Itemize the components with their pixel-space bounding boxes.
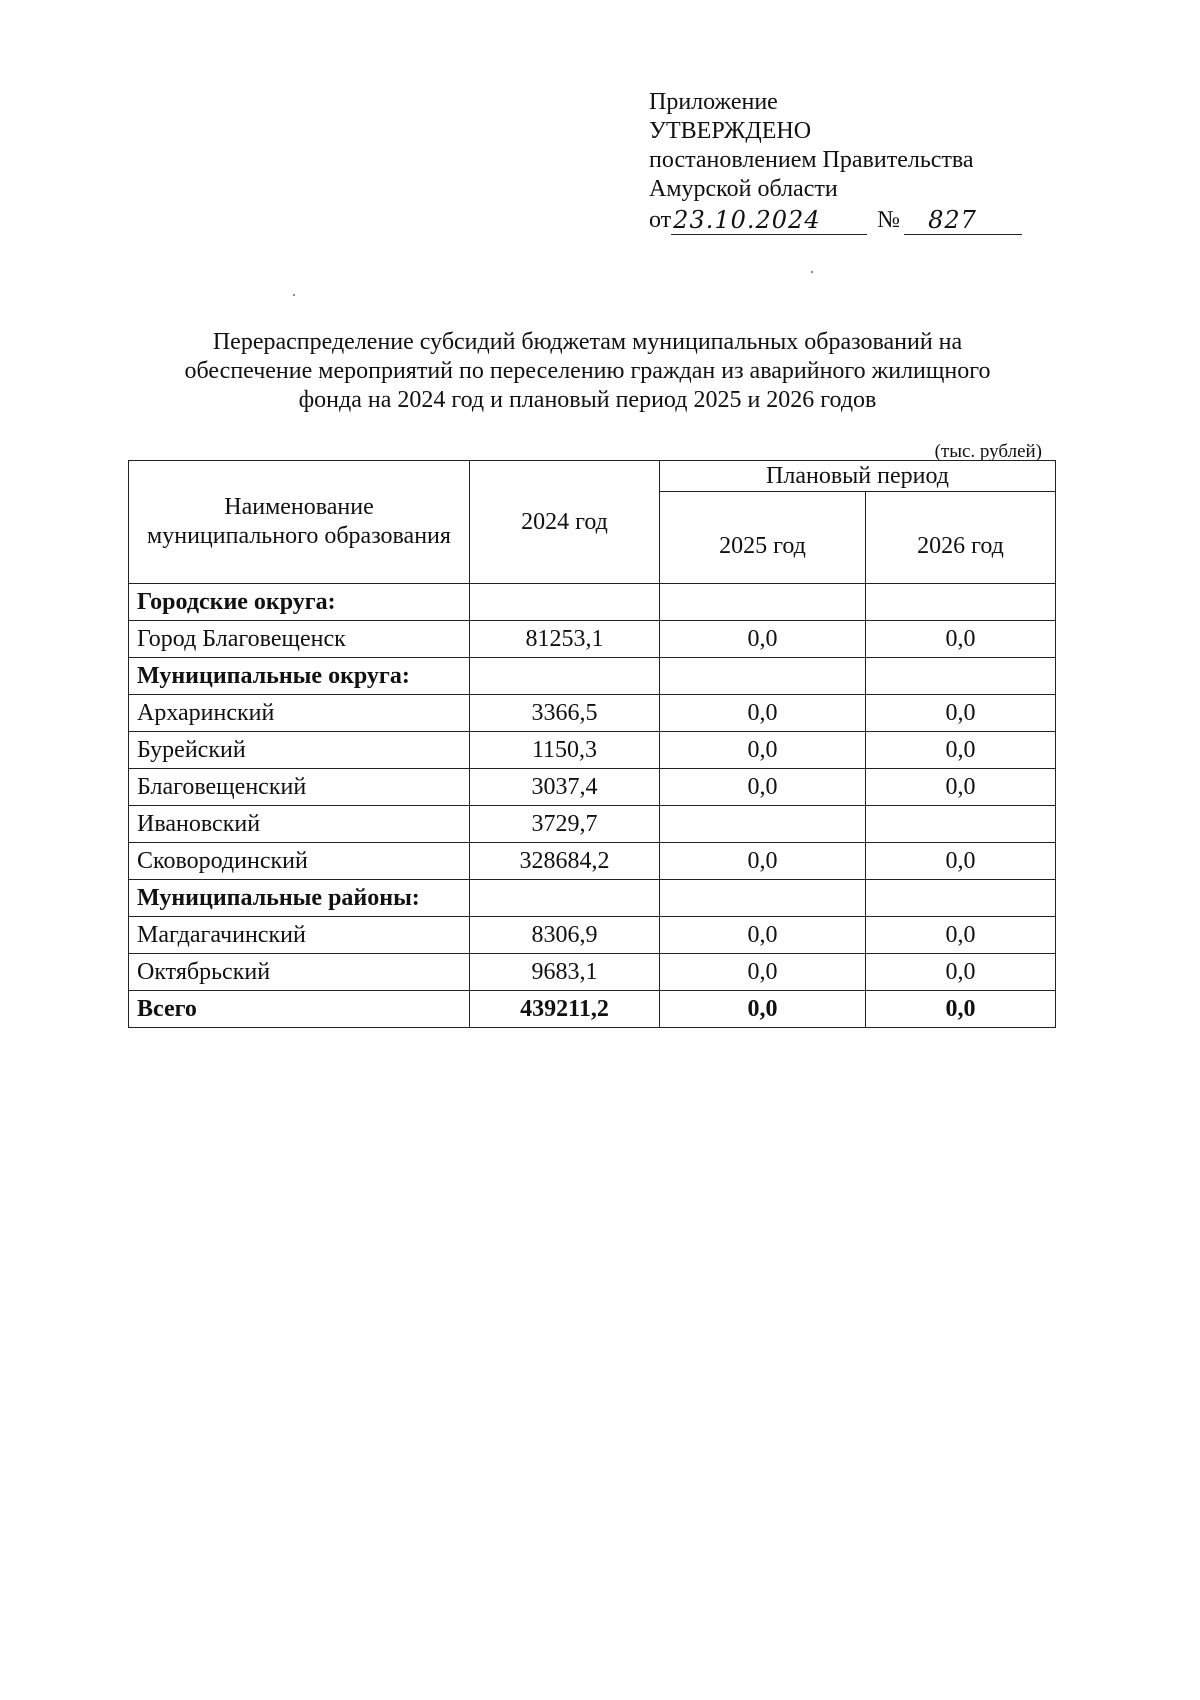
value-2024: 9683,1 xyxy=(470,954,660,991)
value-2025: 0,0 xyxy=(660,621,866,658)
value-2025: 0,0 xyxy=(660,732,866,769)
value-2026 xyxy=(866,584,1056,621)
table-row xyxy=(129,806,1056,843)
table-row xyxy=(129,769,1056,806)
approved-label: УТВЕРЖДЕНО xyxy=(649,118,812,144)
value-2025 xyxy=(660,584,866,621)
value-2026: 0,0 xyxy=(866,954,1056,991)
value-2025: 0,0 xyxy=(660,954,866,991)
total-row xyxy=(129,991,1056,1028)
handwritten-date: 23.10.2024 xyxy=(671,207,867,235)
row-name: Всего xyxy=(129,991,470,1028)
value-2024: 8306,9 xyxy=(470,917,660,954)
date-prefix: от xyxy=(649,207,672,233)
value-2024 xyxy=(470,880,660,917)
value-2025 xyxy=(660,806,866,843)
value-2024: 1150,3 xyxy=(470,732,660,769)
value-2026: 0,0 xyxy=(866,991,1056,1028)
document-title xyxy=(100,328,1075,415)
row-name: Магдагачинский xyxy=(129,917,470,954)
table-row xyxy=(129,584,1056,621)
value-2026 xyxy=(866,806,1056,843)
value-2025: 0,0 xyxy=(660,843,866,880)
unit-label: (тыс. рублей) xyxy=(934,441,1042,462)
value-2026: 0,0 xyxy=(866,621,1056,658)
number-label: № xyxy=(877,207,901,233)
table-row xyxy=(129,621,1056,658)
value-2025 xyxy=(660,658,866,695)
value-2026: 0,0 xyxy=(866,732,1056,769)
value-2026: 0,0 xyxy=(866,769,1056,806)
value-2024: 81253,1 xyxy=(470,621,660,658)
value-2024: 3037,4 xyxy=(470,769,660,806)
value-2026: 0,0 xyxy=(866,843,1056,880)
table-row xyxy=(129,695,1056,732)
row-name: Благовещенский xyxy=(129,769,470,806)
value-2024 xyxy=(470,658,660,695)
value-2026: 0,0 xyxy=(866,917,1056,954)
table-row xyxy=(129,658,1056,695)
table-row xyxy=(129,954,1056,991)
table-row xyxy=(129,917,1056,954)
row-name: Сковородинский xyxy=(129,843,470,880)
table-row xyxy=(129,843,1056,880)
value-2026 xyxy=(866,880,1056,917)
subsidy-table xyxy=(128,460,1056,1028)
resolution-label: постановлением Правительства xyxy=(649,147,974,173)
row-name: Бурейский xyxy=(129,732,470,769)
title-line: Перераспределение субсидий бюджетам муниципальных образований на xyxy=(212,329,963,355)
row-name: Архаринский xyxy=(129,695,470,732)
value-2024 xyxy=(470,584,660,621)
value-2024: 439211,2 xyxy=(470,991,660,1028)
scan-speck xyxy=(811,271,813,273)
value-2026 xyxy=(866,658,1056,695)
row-name: Муниципальные округа: xyxy=(129,658,470,695)
value-2026: 0,0 xyxy=(866,695,1056,732)
approval-stamp xyxy=(649,88,1022,235)
header-year-2024: 2024 год xyxy=(470,461,660,584)
row-name: Муниципальные районы: xyxy=(129,880,470,917)
value-2025: 0,0 xyxy=(660,917,866,954)
value-2024: 3729,7 xyxy=(470,806,660,843)
value-2025: 0,0 xyxy=(660,695,866,732)
header-municipality: Наименование муниципального образования xyxy=(129,461,470,584)
table-row xyxy=(129,732,1056,769)
appendix-label: Приложение xyxy=(649,89,778,115)
row-name: Город Благовещенск xyxy=(129,621,470,658)
value-2025: 0,0 xyxy=(660,769,866,806)
title-line: обеспечение мероприятий по переселению граждан из аварийного жилищного xyxy=(184,358,991,384)
row-name: Ивановский xyxy=(129,806,470,843)
header-plan-period: Плановый период xyxy=(660,461,1056,492)
table-row xyxy=(129,880,1056,917)
value-2024: 3366,5 xyxy=(470,695,660,732)
handwritten-number: 827 xyxy=(904,207,1022,235)
date-number-line xyxy=(649,206,1022,235)
value-2025: 0,0 xyxy=(660,991,866,1028)
row-name: Городские округа: xyxy=(129,584,470,621)
row-name: Октябрьский xyxy=(129,954,470,991)
value-2024: 328684,2 xyxy=(470,843,660,880)
header-year-2026: 2026 год xyxy=(866,492,1056,584)
header-year-2025: 2025 год xyxy=(660,492,866,584)
scan-speck xyxy=(293,294,295,296)
region-label: Амурской области xyxy=(649,176,838,202)
title-line: фонда на 2024 год и плановый период 2025 и 2026 годов xyxy=(298,387,877,413)
value-2025 xyxy=(660,880,866,917)
